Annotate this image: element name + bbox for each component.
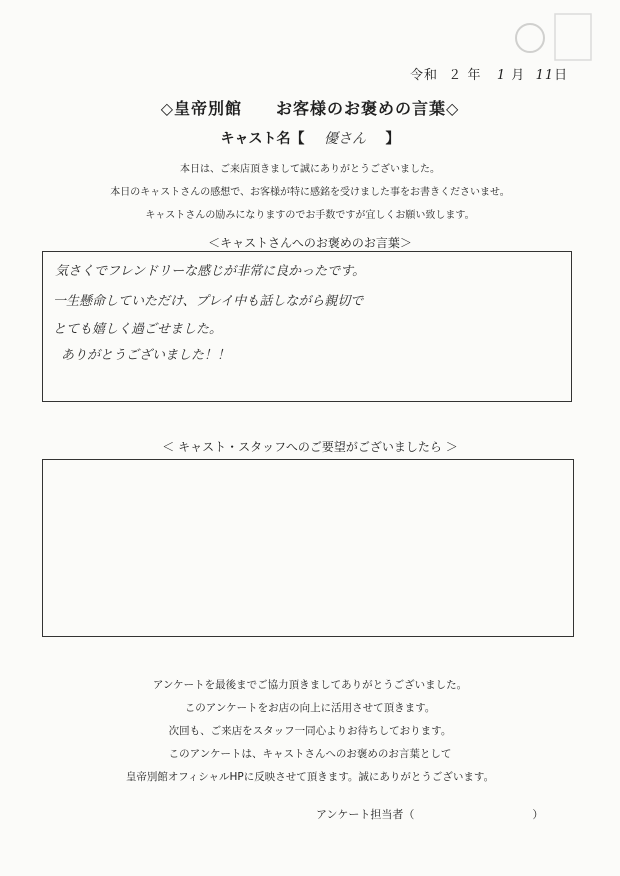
praise-line: 一生懸命していただけ、プレイ中も話しながら親切で: [53, 294, 364, 309]
request-heading: ＜ キャスト・スタッフへのご要望がございましたら ＞: [162, 440, 458, 454]
intro-text: [0, 158, 620, 227]
praise-heading: ＜キャストさんへのお褒めのお言葉＞: [208, 236, 412, 250]
intro-line: 本日は、ご来店頂きまして誠にありがとうございました。: [180, 164, 440, 175]
date-year: ２: [448, 68, 463, 83]
cast-label: キャスト名【: [220, 131, 305, 147]
form-title: ◇皇帝別館 お客様のお褒めの言葉◇: [160, 99, 460, 118]
date-month-unit: 月: [511, 68, 526, 83]
date-day: 11: [535, 68, 555, 83]
form-date: [410, 64, 568, 83]
cast-name-handwritten: 優さん: [324, 131, 366, 147]
closing-line: 次回も、ご来店をスタッフ一同心よりお待ちしております。: [168, 725, 452, 737]
praise-line: ありがとうございました！！: [61, 348, 231, 363]
date-month: 1: [496, 68, 507, 83]
date-day-unit: 日: [554, 68, 569, 83]
request-box[interactable]: [42, 459, 574, 637]
intro-line: 本日のキャストさんの感想で、お客様が特に感銘を受けました事をお書きくださいませ。: [110, 187, 510, 198]
closing-line: このアンケートをお店の向上に活用させて頂きます。: [184, 702, 436, 714]
closing-line: アンケートを最後までご協力頂きましてありがとうございました。: [152, 679, 468, 691]
closing-line: このアンケートは、キャストさんへのお褒めのお言葉として: [168, 748, 452, 760]
cast-close: 】: [385, 131, 400, 147]
closing-text: [0, 674, 620, 789]
intro-line: キャストさんの励みになりますのでお手数ですが宜しくお願い致します。: [145, 210, 475, 221]
staff-signature-row: [316, 806, 543, 822]
faint-stamp-mark: [500, 8, 600, 68]
praise-line: 気さくでフレンドリーな感じが非常に良かったです。: [55, 264, 366, 279]
cast-name-row: [0, 128, 620, 148]
date-year-unit: 年: [467, 68, 482, 83]
praise-line: とても嬉しく過ごせました。: [53, 322, 223, 337]
praise-box[interactable]: [42, 251, 572, 402]
staff-label: アンケート担当者（: [316, 808, 415, 821]
staff-close: ）: [532, 808, 544, 821]
date-era: 令和: [410, 68, 439, 83]
closing-line: 皇帝別館オフィシャルHPに反映させて頂きます。誠にありがとうございます。: [125, 771, 495, 783]
